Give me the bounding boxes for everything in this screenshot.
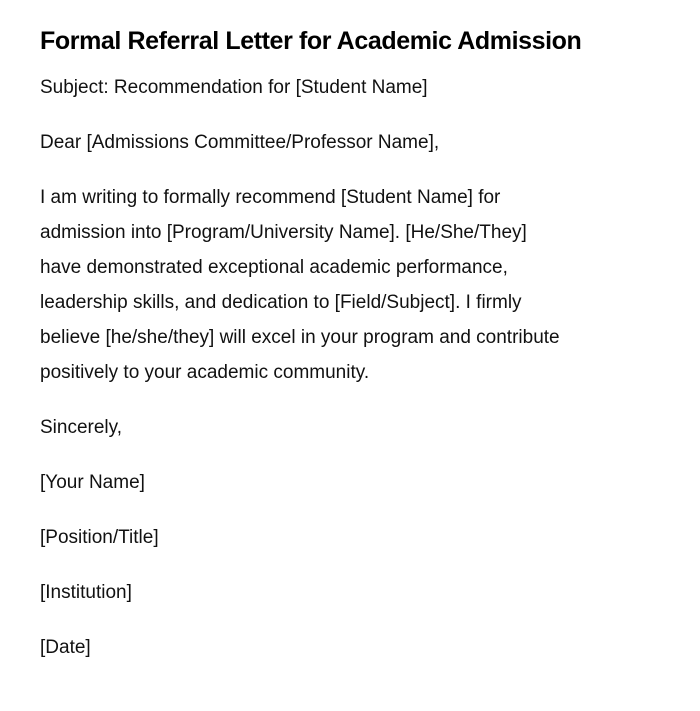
body-paragraph bbox=[40, 180, 660, 390]
body-line: leadership skills, and dedication to [Field/Subject]. I firmly bbox=[40, 292, 522, 313]
signature-institution: [Institution] bbox=[40, 582, 132, 603]
document-title: Formal Referral Letter for Academic Admission bbox=[40, 27, 582, 55]
signature-name: [Your Name] bbox=[40, 472, 145, 493]
signature-date: [Date] bbox=[40, 637, 91, 658]
body-line: believe [he/she/they] will excel in your program and contribute bbox=[40, 327, 560, 348]
salutation: Dear [Admissions Committee/Professor Name], bbox=[40, 132, 440, 153]
closing: Sincerely, bbox=[40, 417, 123, 438]
signature-position: [Position/Title] bbox=[40, 527, 159, 548]
body-line: I am writing to formally recommend [Student Name] for bbox=[40, 187, 501, 208]
body-line: have demonstrated exceptional academic performance, bbox=[40, 257, 508, 278]
body-line: admission into [Program/University Name]. [He/She/They] bbox=[40, 222, 527, 243]
body-line: positively to your academic community. bbox=[40, 362, 370, 383]
subject-line: Subject: Recommendation for [Student Name] bbox=[40, 77, 428, 98]
